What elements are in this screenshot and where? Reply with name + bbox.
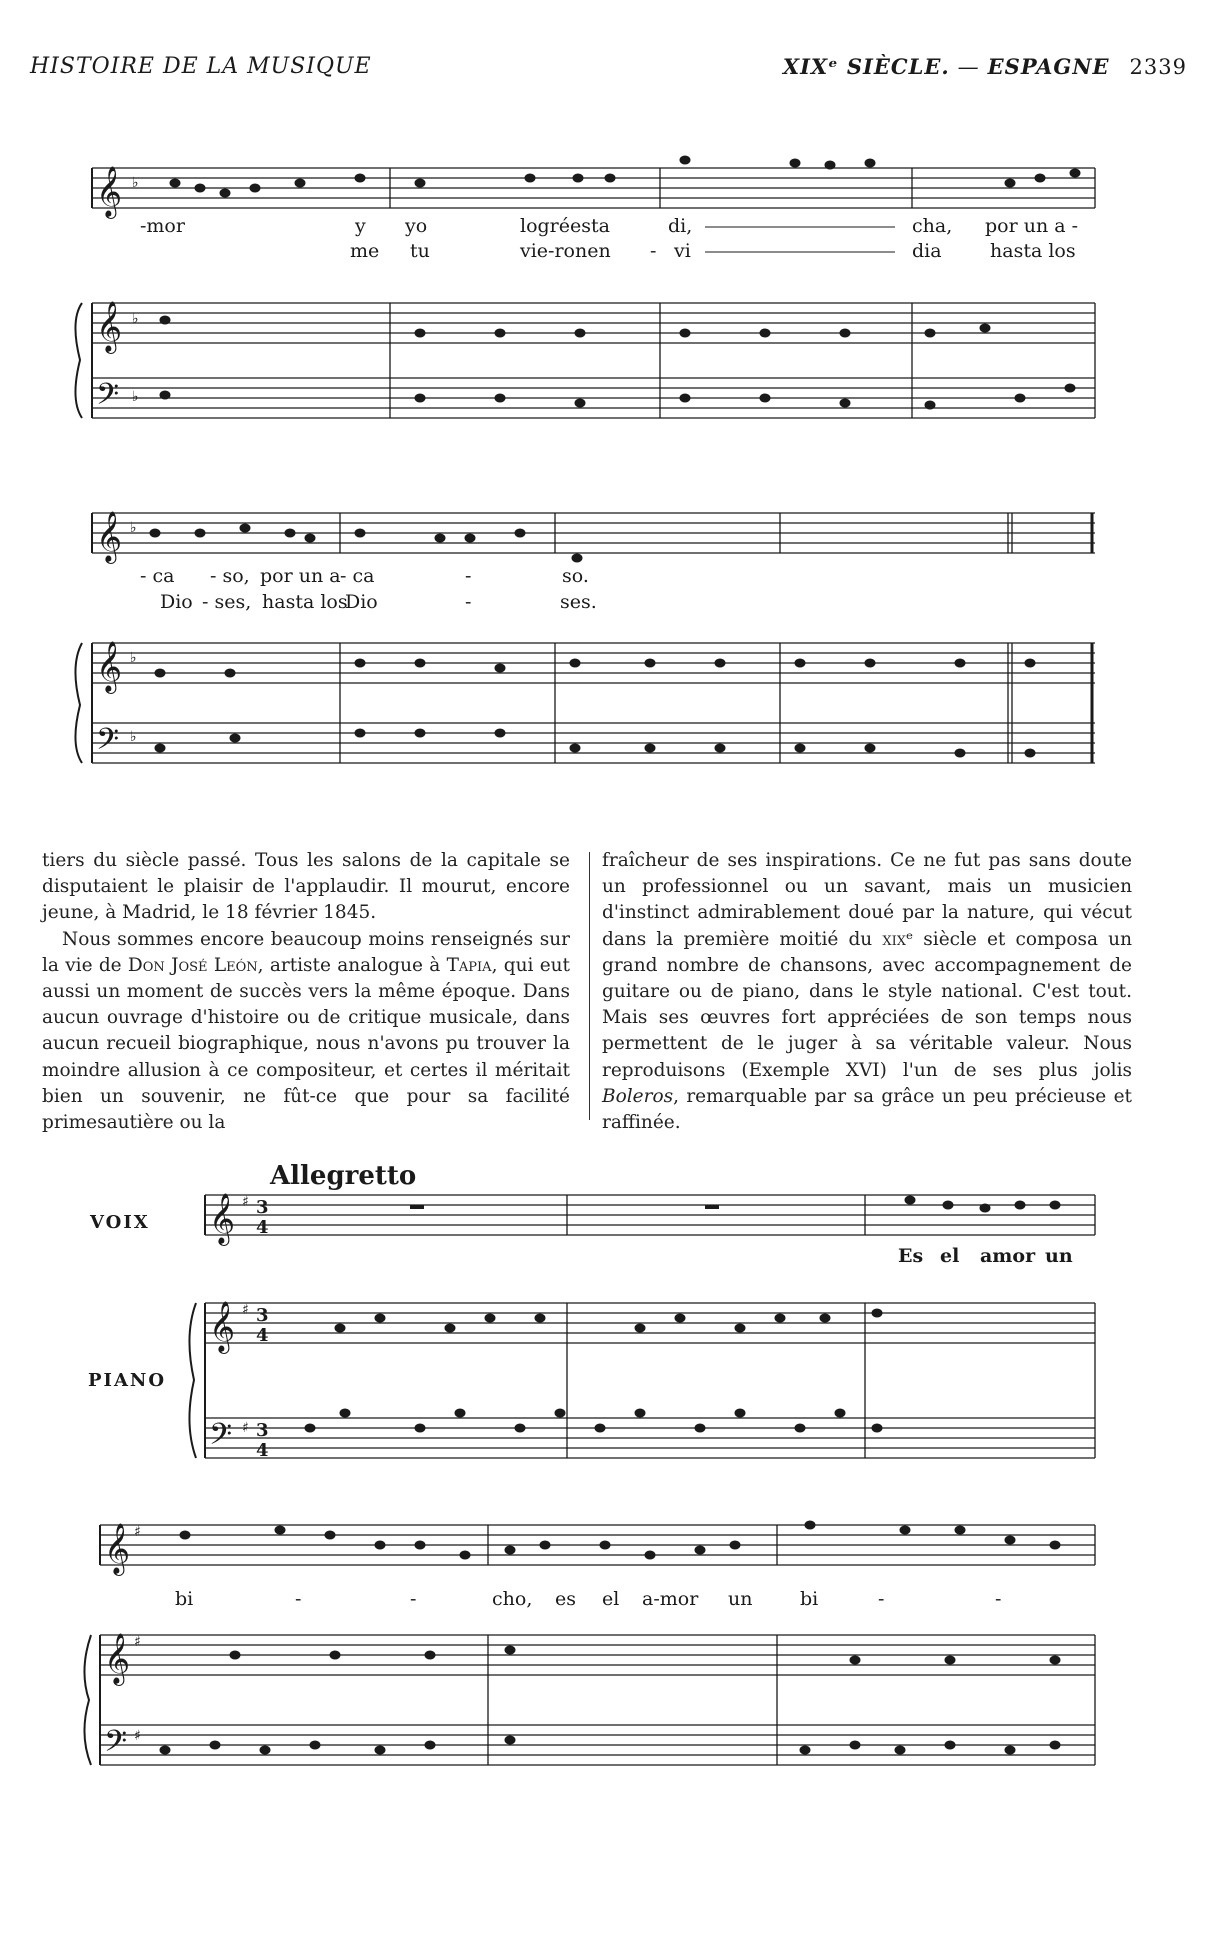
paragraph [602, 848, 1132, 1136]
lyric: el [940, 1245, 960, 1267]
lyric: - ses, [202, 591, 252, 613]
section-label: XIXᵉ SIÈCLE. [782, 54, 950, 79]
voice-staff-2 [92, 513, 1095, 553]
lyric: por un a - [985, 215, 1079, 237]
text-run: , artiste analogue à [257, 954, 447, 976]
lyric: bi [800, 1588, 819, 1610]
svg-text:3: 3 [256, 1305, 269, 1326]
score2-system2-lyrics [175, 1588, 1001, 1610]
tempo-marking: Allegretto [270, 1161, 417, 1191]
svg-text:𝄞: 𝄞 [209, 1193, 236, 1244]
svg-text:♭: ♭ [132, 175, 139, 191]
lyric: vie-ronen [520, 240, 611, 262]
lyric: - [465, 565, 472, 587]
score1-system2 [75, 513, 1095, 763]
lyric: di, [668, 215, 693, 237]
lyric: Es [898, 1245, 924, 1267]
svg-text:♭: ♭ [130, 650, 137, 666]
time-sig-top: 3 [256, 1197, 269, 1218]
text-run: , qui eut aussi un moment de succès vers la même époque. Dans aucun ouvrage d'histoire ou de critique musicale, dans aucun recueil biographique, nous n'avons pu trouver la moindre allusion à ce compositeur, et certes il méritait bien un souvenir, ne fût-ce que pour sa facilité primesautière ou la [42, 954, 570, 1134]
text-run: Nous sommes encore beaucoup moins renseignés sur la vie de [42, 928, 570, 976]
piano-treble-staff [92, 303, 1095, 343]
lyric: bi [175, 1588, 194, 1610]
italic-title: Boleros [602, 1085, 674, 1107]
lyric: -mor [140, 215, 185, 237]
lyric: - ca [140, 565, 175, 587]
column-divider [589, 852, 590, 1120]
music-score-1 [0, 120, 1217, 820]
lyric: un [728, 1588, 753, 1610]
svg-text:𝄞: 𝄞 [104, 1523, 131, 1574]
lyric: el [602, 1588, 620, 1610]
svg-text:♯: ♯ [242, 1194, 249, 1210]
lyric: - [995, 1588, 1002, 1610]
score2-system1-notes [209, 1193, 1060, 1461]
lyric: vi [674, 240, 691, 262]
running-title: HISTOIRE DE LA MUSIQUE [30, 54, 372, 79]
score1-system1-notes [96, 156, 1080, 419]
lyric: hasta los [262, 591, 348, 613]
voice-staff-s2b [100, 1525, 1095, 1565]
piano-bass-staff [92, 303, 1095, 418]
lyric: - [465, 591, 472, 613]
svg-text:4: 4 [256, 1440, 269, 1461]
lyric: a-mor [642, 1588, 699, 1610]
svg-text:♭: ♭ [132, 389, 139, 405]
lyric: tu [410, 240, 430, 262]
lyric: - so, [210, 565, 250, 587]
lyric: un [1045, 1245, 1073, 1267]
lyric: - [295, 1588, 302, 1610]
piano-treble-staff-s2b [100, 1635, 1095, 1675]
lyric: ses. [560, 591, 597, 613]
svg-text:4: 4 [256, 1325, 269, 1346]
text-run: siècle et composa un grand nombre de chansons, avec accompagnement de guitare ou de piano, dans le style national. C'est tout. Mais ses œuvres fort appréciées de son temps nous permettent de le juger à sa véritable valeur. Nous reproduisons (Exemple XVI) l'un de ses plus jolis [602, 928, 1132, 1081]
svg-text:𝄢: 𝄢 [96, 723, 120, 764]
voice-staff [92, 168, 1095, 208]
score2-system2-notes [104, 1521, 1060, 1766]
lyric: - [878, 1588, 885, 1610]
composer-name: Don José León [127, 954, 258, 976]
voice-label: VOIX [90, 1212, 150, 1233]
lyric: y [355, 215, 366, 237]
score2-system1-lyrics [898, 1245, 1073, 1267]
piano-bass-staff-2 [92, 643, 1095, 763]
lyric: Dio [345, 591, 378, 613]
svg-text:♭: ♭ [130, 729, 137, 745]
score1-system1-lyrics [140, 215, 1078, 262]
text-run: fraîcheur de ses inspirations. Ce ne fut pas sans doute un professionnel ou un savant, mais un musicien d'instinct admirablement doué par la nature, qui vécut dans la première moitié du [602, 850, 1132, 950]
score1-system1 [75, 168, 1095, 418]
svg-text:𝄞: 𝄞 [209, 1301, 236, 1352]
svg-text:♭: ♭ [130, 520, 137, 536]
century-label: xixᵉ [882, 928, 914, 950]
text-run: , remarquable par sa grâce un peu précieuse et raffinée. [602, 1085, 1132, 1134]
score1-system2-notes [96, 511, 1035, 764]
time-sig-bottom: 4 [256, 1217, 269, 1238]
paragraph [42, 927, 570, 1137]
lyric: me [350, 240, 380, 262]
piano-treble-staff-s2 [205, 1303, 1095, 1343]
lyric: dia [912, 240, 942, 262]
lyric: Dio [160, 591, 193, 613]
svg-text:♭: ♭ [132, 311, 139, 327]
lyric: por un a [260, 565, 341, 587]
text-column-left [42, 848, 570, 1136]
svg-text:♯: ♯ [242, 1302, 249, 1318]
piano-treble-staff-2 [92, 643, 1095, 683]
lyric: yo [405, 215, 428, 237]
piano-label: PIANO [88, 1370, 167, 1391]
lyric: cho, [492, 1588, 533, 1610]
music-score-2 [0, 1150, 1217, 1800]
svg-text:♯: ♯ [134, 1728, 141, 1744]
page-number: 2339 [1129, 55, 1187, 79]
lyric: logréesta [520, 215, 610, 237]
svg-text:𝄞: 𝄞 [104, 1633, 131, 1684]
svg-text:𝄞: 𝄞 [96, 511, 123, 562]
svg-text:3: 3 [256, 1420, 269, 1441]
lyric: so. [562, 565, 589, 587]
score1-system2-lyrics [140, 565, 597, 613]
svg-text:𝄢: 𝄢 [104, 1725, 128, 1766]
svg-text:𝄢: 𝄢 [96, 378, 120, 419]
paragraph: tiers du siècle passé. Tous les salons de la capitale se disputaient le plaisir de l'applaudir. Il mourut, encore jeune, à Madrid, le 18 février 1845. [42, 850, 570, 924]
svg-text:♯: ♯ [242, 1420, 249, 1436]
lyric: amor [980, 1245, 1036, 1267]
lyric: - [410, 1588, 417, 1610]
score2-system2 [84, 1525, 1095, 1765]
lyric: cha, [912, 215, 953, 237]
lyric: - ca [340, 565, 375, 587]
voice-staff-s2 [205, 1195, 1095, 1235]
svg-text:♯: ♯ [134, 1524, 141, 1540]
lyric: es [555, 1588, 576, 1610]
svg-text:𝄢: 𝄢 [209, 1418, 233, 1459]
svg-text:𝄞: 𝄞 [96, 641, 123, 692]
text-column-right [602, 848, 1132, 1136]
svg-text:♯: ♯ [134, 1634, 141, 1650]
svg-text:𝄞: 𝄞 [96, 166, 123, 217]
running-section [783, 54, 1187, 79]
header-separator: — [957, 55, 980, 79]
composer-name: Tapia [446, 954, 492, 976]
svg-text:𝄞: 𝄞 [96, 301, 123, 352]
country-label: ESPAGNE [987, 54, 1110, 79]
lyric: hasta los [990, 240, 1076, 262]
page-header [30, 54, 1187, 84]
lyric: - [650, 240, 657, 262]
